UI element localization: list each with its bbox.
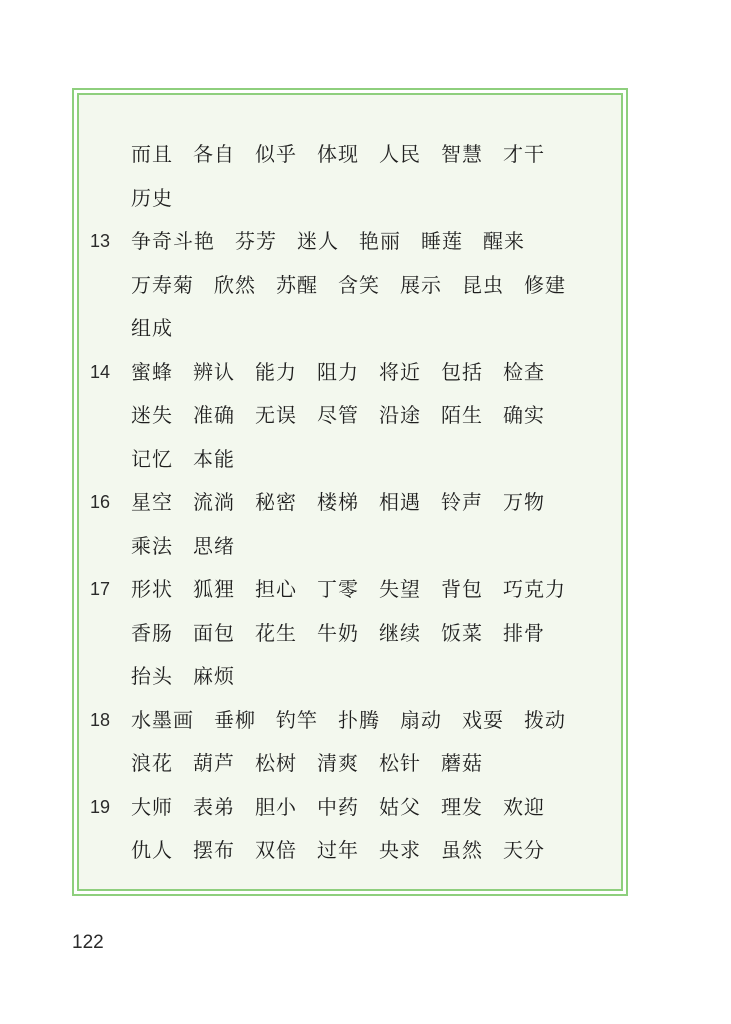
word-list (131, 568, 586, 612)
word-list (131, 481, 565, 525)
vocabulary-word: 似乎 (255, 142, 297, 166)
vocabulary-word: 狐狸 (193, 577, 235, 601)
vocabulary-word: 含笑 (338, 272, 380, 297)
word-list (131, 655, 255, 699)
vocabulary-word: 松针 (379, 751, 421, 775)
lesson-number: 18 (90, 709, 111, 730)
vocabulary-word: 睡莲 (421, 229, 463, 253)
vocabulary-word: 沿途 (379, 403, 421, 427)
vocabulary-word: 大师 (131, 794, 173, 819)
vocabulary-word: 尽管 (317, 403, 359, 427)
word-list (131, 394, 565, 438)
vocabulary-line (79, 786, 621, 830)
vocabulary-word: 背包 (441, 577, 483, 601)
vocabulary-word: 姑父 (379, 794, 421, 819)
vocabulary-line (79, 699, 621, 743)
word-list (131, 177, 193, 221)
vocabulary-word: 艳丽 (359, 229, 401, 253)
vocabulary-word: 组成 (131, 316, 173, 340)
vocabulary-word: 人民 (379, 142, 421, 166)
vocabulary-word: 虽然 (441, 838, 483, 862)
vocabulary-word: 无误 (255, 403, 297, 427)
vocabulary-word: 中药 (317, 794, 359, 819)
vocabulary-word: 辨认 (193, 359, 235, 384)
vocabulary-word: 排骨 (503, 620, 545, 645)
vocabulary-word: 扑腾 (338, 707, 380, 732)
vocabulary-word: 记忆 (131, 446, 173, 471)
word-list (131, 307, 193, 351)
vocabulary-word: 松树 (255, 751, 297, 775)
vocabulary-word: 理发 (441, 794, 483, 819)
vocabulary-rows (79, 133, 621, 873)
vocabulary-word: 欢迎 (503, 794, 545, 819)
vocabulary-line (79, 742, 621, 786)
vocabulary-line (79, 525, 621, 569)
vocabulary-word: 蜜蜂 (131, 359, 173, 384)
vocabulary-word: 过年 (317, 838, 359, 862)
word-list (131, 829, 565, 873)
vocabulary-word: 展示 (400, 272, 442, 297)
vocabulary-panel (72, 88, 628, 896)
vocabulary-line (79, 612, 621, 656)
vocabulary-word: 巧克力 (503, 577, 566, 601)
vocabulary-word: 流淌 (193, 490, 235, 514)
vocabulary-word: 包括 (441, 359, 483, 384)
vocabulary-word: 面包 (193, 620, 235, 645)
vocabulary-line (79, 438, 621, 482)
vocabulary-word: 各自 (193, 142, 235, 166)
vocabulary-word: 担心 (255, 577, 297, 601)
vocabulary-word: 醒来 (483, 229, 525, 253)
lesson-number: 13 (90, 231, 111, 251)
vocabulary-line (79, 264, 621, 308)
vocabulary-word: 铃声 (441, 490, 483, 514)
vocabulary-word: 戏耍 (462, 707, 504, 732)
vocabulary-word: 拨动 (524, 707, 566, 732)
vocabulary-word: 花生 (255, 620, 297, 645)
vocabulary-panel-inner (77, 93, 623, 891)
word-list (131, 786, 565, 830)
vocabulary-word: 楼梯 (317, 490, 359, 514)
vocabulary-word: 形状 (131, 577, 173, 601)
page-number: 122 (72, 932, 104, 953)
vocabulary-word: 思绪 (193, 533, 235, 558)
vocabulary-word: 饭菜 (441, 620, 483, 645)
vocabulary-word: 确实 (503, 403, 545, 427)
vocabulary-word: 而且 (131, 142, 173, 166)
lesson-number: 16 (90, 492, 111, 512)
vocabulary-line (79, 307, 621, 351)
vocabulary-word: 麻烦 (193, 664, 235, 688)
vocabulary-word: 相遇 (379, 490, 421, 514)
vocabulary-word: 丁零 (317, 577, 359, 601)
vocabulary-word: 葫芦 (193, 751, 235, 775)
word-list (131, 351, 565, 395)
vocabulary-word: 仇人 (131, 838, 173, 862)
vocabulary-word: 表弟 (193, 794, 235, 819)
vocabulary-word: 争奇斗艳 (131, 229, 215, 253)
word-list (131, 264, 586, 308)
vocabulary-word: 央求 (379, 838, 421, 862)
vocabulary-word: 垂柳 (214, 707, 256, 732)
vocabulary-word: 迷人 (297, 229, 339, 253)
vocabulary-word: 将近 (379, 359, 421, 384)
vocabulary-word: 修建 (524, 272, 566, 297)
word-list (131, 133, 565, 177)
vocabulary-word: 星空 (131, 490, 173, 514)
vocabulary-line (79, 481, 621, 525)
vocabulary-word: 摆布 (193, 838, 235, 862)
vocabulary-word: 乘法 (131, 533, 173, 558)
vocabulary-word: 扇动 (400, 707, 442, 732)
vocabulary-word: 万物 (503, 490, 545, 514)
vocabulary-word: 秘密 (255, 490, 297, 514)
vocabulary-word: 阻力 (317, 359, 359, 384)
vocabulary-word: 检查 (503, 359, 545, 384)
vocabulary-word: 万寿菊 (131, 272, 194, 297)
vocabulary-word: 芬芳 (235, 229, 277, 253)
vocabulary-line (79, 655, 621, 699)
vocabulary-word: 历史 (131, 185, 173, 210)
vocabulary-word: 双倍 (255, 838, 297, 862)
vocabulary-line (79, 133, 621, 177)
vocabulary-word: 体现 (317, 142, 359, 166)
vocabulary-word: 失望 (379, 577, 421, 601)
word-list (131, 699, 586, 743)
word-list (131, 525, 255, 569)
vocabulary-word: 本能 (193, 446, 235, 471)
vocabulary-word: 智慧 (441, 142, 483, 166)
vocabulary-word: 蘑菇 (441, 751, 483, 775)
vocabulary-word: 牛奶 (317, 620, 359, 645)
vocabulary-word: 清爽 (317, 751, 359, 775)
vocabulary-word: 苏醒 (276, 272, 318, 297)
vocabulary-word: 继续 (379, 620, 421, 645)
vocabulary-word: 天分 (503, 838, 545, 862)
vocabulary-word: 迷失 (131, 403, 173, 427)
word-list (131, 220, 545, 264)
vocabulary-line (79, 394, 621, 438)
lesson-number: 19 (90, 796, 111, 817)
vocabulary-line (79, 829, 621, 873)
lesson-number: 14 (90, 361, 111, 382)
vocabulary-line (79, 220, 621, 264)
lesson-number: 17 (90, 579, 111, 599)
vocabulary-word: 香肠 (131, 620, 173, 645)
vocabulary-word: 抬头 (131, 664, 173, 688)
vocabulary-word: 陌生 (441, 403, 483, 427)
vocabulary-word: 能力 (255, 359, 297, 384)
vocabulary-word: 欣然 (214, 272, 256, 297)
vocabulary-word: 胆小 (255, 794, 297, 819)
vocabulary-line (79, 568, 621, 612)
vocabulary-line (79, 351, 621, 395)
vocabulary-word: 才干 (503, 142, 545, 166)
word-list (131, 612, 565, 656)
vocabulary-word: 钓竿 (276, 707, 318, 732)
vocabulary-word: 昆虫 (462, 272, 504, 297)
word-list (131, 742, 503, 786)
word-list (131, 438, 255, 482)
vocabulary-word: 水墨画 (131, 707, 194, 732)
vocabulary-line (79, 177, 621, 221)
vocabulary-word: 准确 (193, 403, 235, 427)
vocabulary-word: 浪花 (131, 751, 173, 775)
